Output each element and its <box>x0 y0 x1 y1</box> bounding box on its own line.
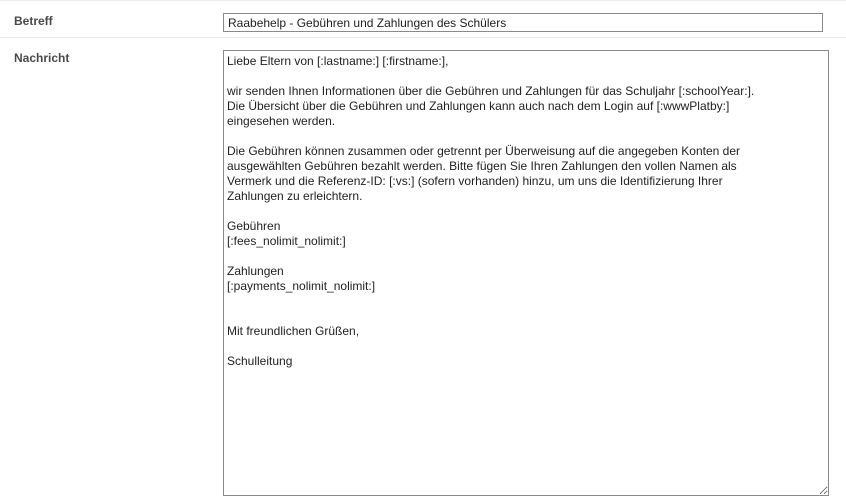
message-textarea[interactable] <box>223 50 829 496</box>
subject-label: Betreff <box>14 14 53 28</box>
message-label: Nachricht <box>14 51 70 65</box>
message-row <box>0 38 846 504</box>
subject-input[interactable] <box>223 13 823 32</box>
subject-row <box>0 0 846 38</box>
